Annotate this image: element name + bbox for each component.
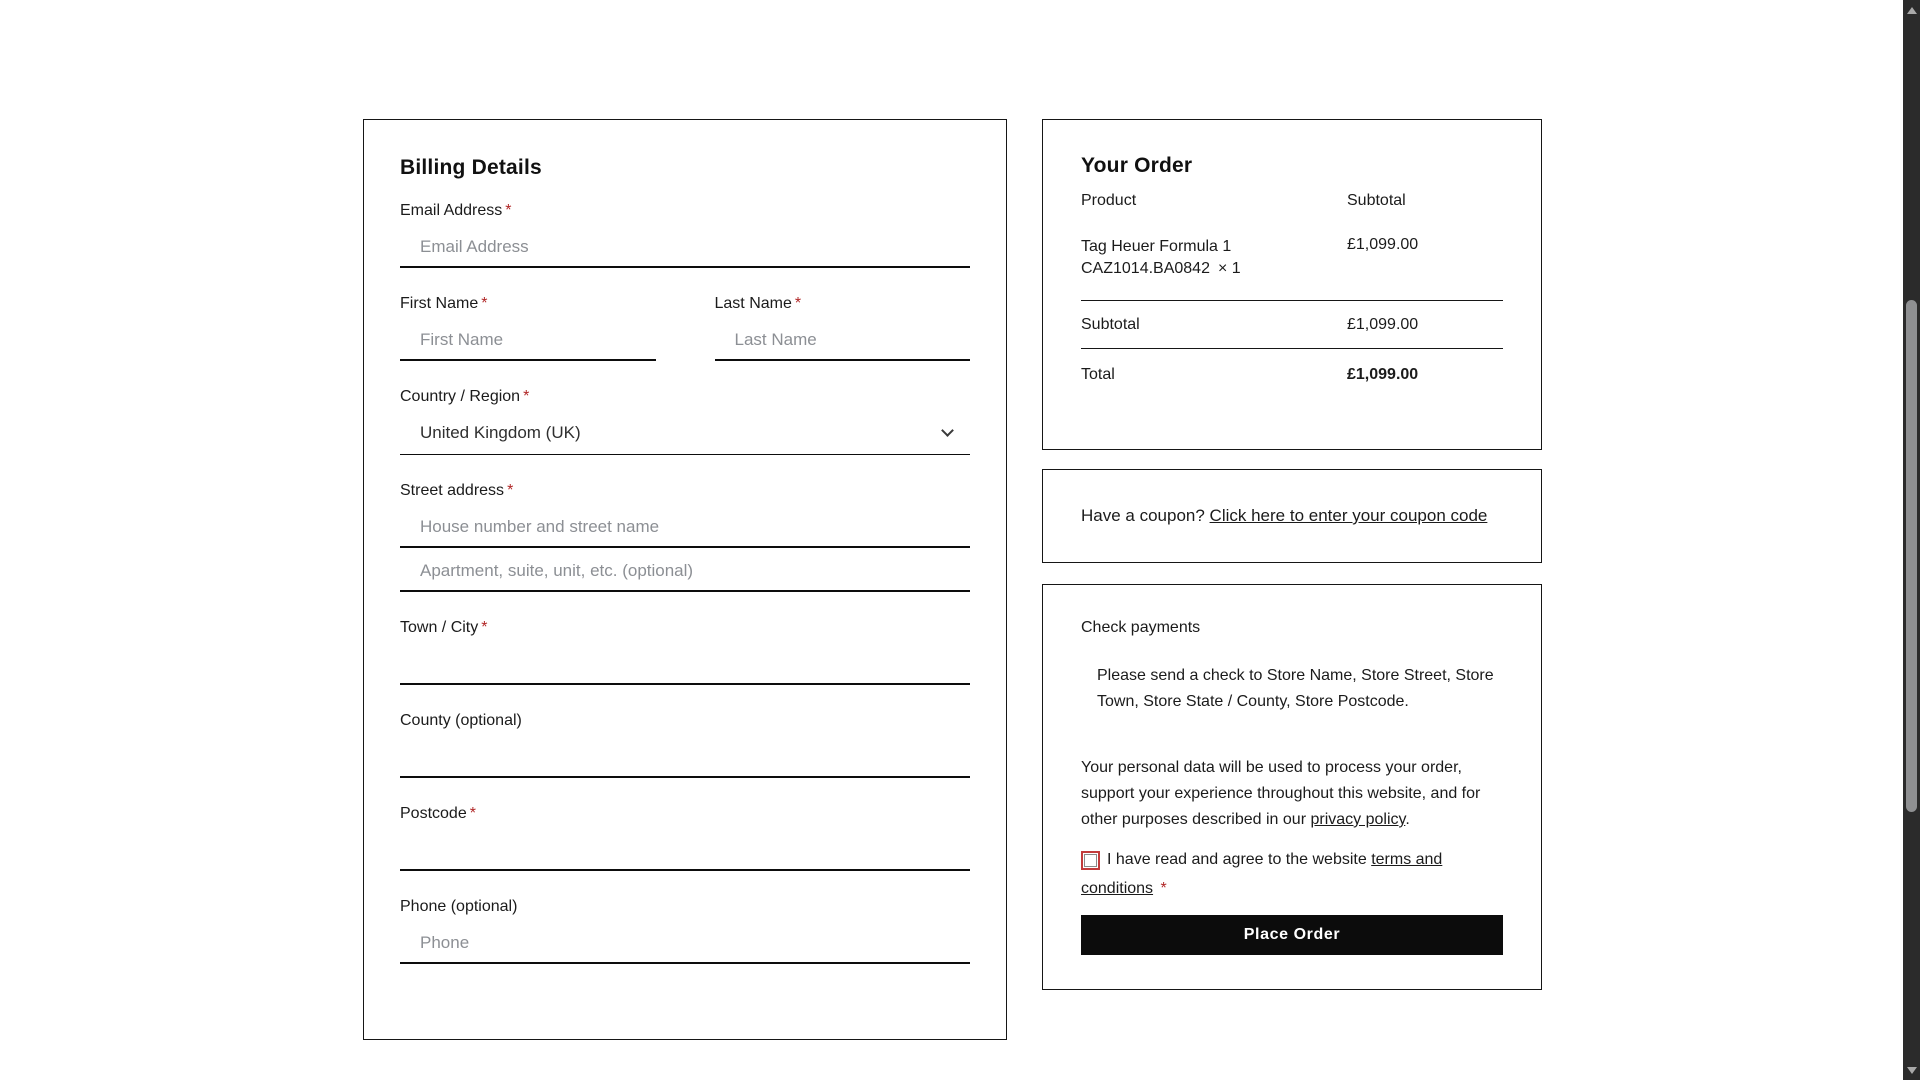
place-order-button[interactable]: Place Order (1081, 915, 1503, 955)
country-select[interactable] (400, 410, 970, 455)
first-name-field-group (400, 295, 656, 361)
terms-checkbox-error-outline (1081, 851, 1100, 870)
town-city-label: Town / City * (400, 619, 488, 636)
payment-panel (1042, 584, 1542, 990)
required-asterisk: * (794, 295, 802, 312)
order-subtotal-row (1081, 301, 1503, 348)
phone-field-group (400, 898, 970, 964)
payment-method-title: Check payments (1081, 619, 1201, 636)
subtotal-label: Subtotal (1081, 316, 1140, 333)
country-selected-value: United Kingdom (UK) (420, 423, 581, 442)
required-asterisk: * (469, 805, 476, 822)
email-field-group (400, 202, 970, 268)
order-item-price: £1,099.00 (1347, 236, 1419, 253)
subtotal-value: £1,099.00 (1347, 316, 1419, 333)
email-input[interactable] (420, 237, 970, 257)
last-name-label: Last Name * (714, 295, 802, 312)
chevron-down-icon (941, 424, 954, 437)
order-header-row (1081, 192, 1503, 210)
email-label: Email Address * (400, 202, 512, 219)
required-asterisk: * (1160, 880, 1167, 897)
privacy-policy-link[interactable]: privacy policy (1310, 811, 1406, 828)
order-item-name: Tag Heuer Formula 1 CAZ1014.BA0842 × 1 (1081, 238, 1241, 277)
scroll-down-arrow[interactable] (1903, 1062, 1920, 1078)
hero-image-strip (25, 0, 1885, 13)
first-name-label: First Name * (400, 295, 488, 312)
required-asterisk: * (523, 388, 530, 405)
total-value: £1,099.00 (1347, 366, 1419, 383)
county-input[interactable] (420, 747, 970, 767)
terms-checkbox[interactable] (1084, 854, 1097, 867)
subtotal-column-header: Subtotal (1347, 192, 1406, 209)
required-asterisk: * (505, 202, 512, 219)
billing-details-panel (363, 119, 1007, 1040)
order-item-quantity: × 1 (1217, 260, 1241, 277)
phone-label: Phone (optional) (400, 898, 518, 915)
terms-agreement-row: I have read and agree to the website terms and conditions * (1081, 851, 1443, 897)
payment-method-description: Please send a check to Store Name, Store Street, Store Town, Store State / County, Store Postcode. (1097, 667, 1494, 710)
terms-and-conditions-link[interactable]: terms and conditions (1081, 851, 1443, 897)
street-address-field-group (400, 482, 970, 592)
phone-input[interactable] (420, 933, 970, 953)
coupon-text: Have a coupon? Click here to enter your coupon code (1081, 506, 1488, 525)
coupon-panel (1042, 469, 1542, 563)
postcode-label: Postcode * (400, 805, 476, 822)
order-item-row (1081, 236, 1503, 280)
last-name-field-group (715, 295, 971, 361)
privacy-notice: Your personal data will be used to process your order, support your experience throughout this website, and for other purposes described in our privacy policy. (1081, 759, 1481, 828)
triangle-down-icon (1907, 1067, 1917, 1074)
scroll-up-arrow[interactable] (1903, 2, 1920, 18)
total-label: Total (1081, 366, 1115, 383)
product-column-header: Product (1081, 192, 1137, 209)
town-city-input[interactable] (420, 654, 970, 674)
required-asterisk: * (481, 295, 488, 312)
county-label: County (optional) (400, 712, 522, 729)
vertical-scrollbar[interactable] (1903, 0, 1920, 1080)
street-address-2-input[interactable] (420, 561, 970, 581)
first-name-input[interactable] (420, 330, 656, 350)
order-summary-panel (1042, 119, 1542, 450)
billing-title: Billing Details (400, 156, 542, 179)
country-field-group (400, 388, 970, 455)
triangle-up-icon (1907, 7, 1917, 14)
required-asterisk: * (481, 619, 488, 636)
postcode-field-group (400, 805, 970, 871)
order-title: Your Order (1081, 154, 1193, 177)
county-field-group (400, 712, 970, 778)
postcode-input[interactable] (420, 840, 970, 860)
town-city-field-group (400, 619, 970, 685)
scrollbar-thumb[interactable] (1906, 300, 1917, 812)
required-asterisk: * (507, 482, 514, 499)
last-name-input[interactable] (735, 330, 971, 350)
country-label: Country / Region * (400, 388, 530, 405)
coupon-code-link[interactable]: Click here to enter your coupon code (1209, 506, 1488, 525)
street-address-label: Street address * (400, 482, 514, 499)
order-total-row (1081, 349, 1503, 401)
street-address-1-input[interactable] (420, 517, 970, 537)
